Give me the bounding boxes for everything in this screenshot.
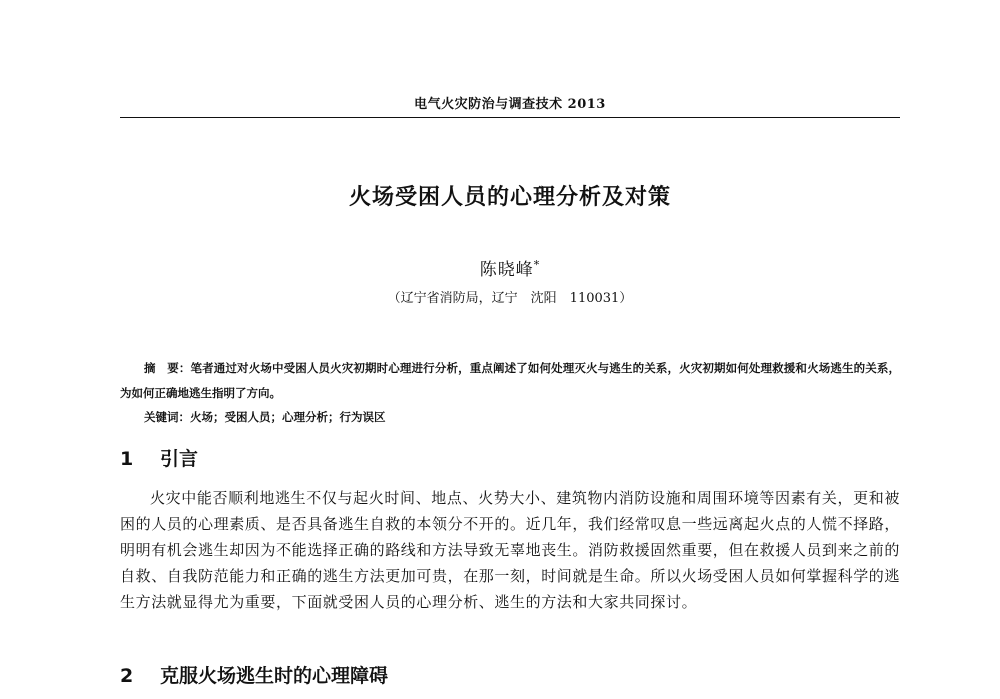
author-line xyxy=(120,255,900,280)
author-footnote-mark: * xyxy=(533,258,541,272)
author-affiliation: （辽宁省消防局，辽宁 沈阳 110031） xyxy=(387,291,633,306)
section-title: 引言 xyxy=(160,448,199,470)
article-title: 火场受困人员的心理分析及对策 xyxy=(348,185,671,210)
header-rule xyxy=(120,117,900,118)
keywords xyxy=(144,407,900,427)
abstract-label: 摘 要： xyxy=(144,361,191,375)
section-heading-2 xyxy=(120,661,900,688)
section-heading-1 xyxy=(120,444,900,471)
author-name: 陈晓峰 xyxy=(479,260,534,280)
keywords-label: 关键词： xyxy=(144,410,190,424)
section-1-paragraph: 火灾中能否顺利地逃生不仅与起火时间、地点、火势大小、建筑物内消防设施和周围环境等因素有关，更和被困的人员的心理素质、是否具备逃生自救的本领分不开的。近几年，我们经常叹息一些远离起火点的人慌不择路，明明有机会逃生却因为不能选择正确的路线和方法导致无辜地丧生。消防救援固然重要，但在救援人员到来之前的自救、自我防范能力和正确的逃生方法更加可贵，在那一刻，时间就是生命。所以火场受困人员如何掌握科学的逃生方法就显得尤为重要，下面就受困人员的心理分析、逃生的方法和大家共同探讨。 xyxy=(120,489,901,611)
section-title: 克服火场逃生时的心理障碍 xyxy=(160,665,389,687)
section-number: 1 xyxy=(120,448,134,470)
abstract xyxy=(120,356,900,406)
abstract-text: 笔者通过对火场中受困人员火灾初期时心理进行分析，重点阐述了如何处理灭火与逃生的关系，火灾初期如何处理救援和火场逃生的关系，为如何正确地逃生指明了方向。 xyxy=(120,361,900,400)
keywords-text: 火场；受困人员；心理分析；行为误区 xyxy=(190,410,386,424)
section-number: 2 xyxy=(120,665,134,687)
running-head: 电气火灾防治与调查技术 2013 xyxy=(414,97,606,112)
